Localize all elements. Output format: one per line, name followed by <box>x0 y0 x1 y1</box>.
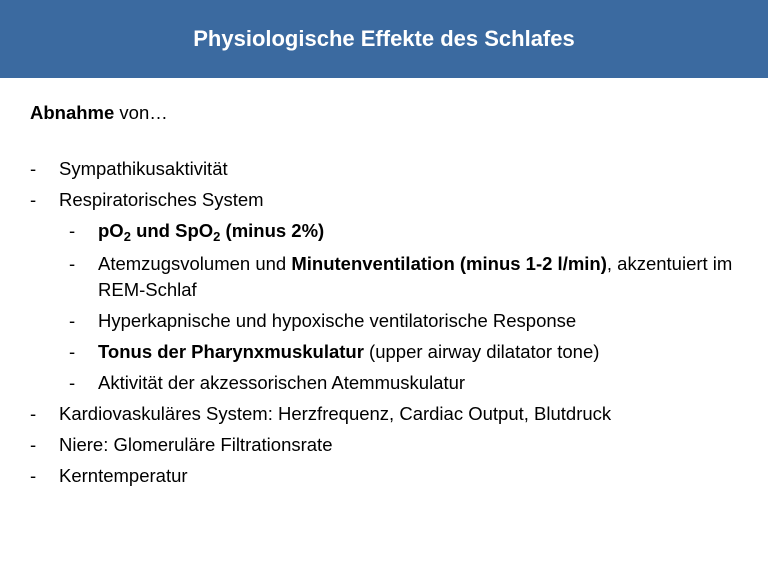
dash-bullet: - <box>69 341 76 362</box>
dash-bullet: - <box>30 434 37 455</box>
sub-item-text: Aktivität der akzessorischen Atemmuskulatur <box>98 372 466 393</box>
dash-bullet: - <box>30 158 37 179</box>
sub-item-text: $pO_2$ und SpO$_2$ (minus 2%) <box>98 220 325 244</box>
list-item <box>30 187 750 396</box>
title-bar <box>0 0 768 78</box>
item-text: Kerntemperatur <box>59 465 188 486</box>
dash-bullet: - <box>69 310 76 331</box>
sub-list-item <box>69 218 750 246</box>
list-item <box>30 156 750 182</box>
sub-item-text: Tonus der Pharynxmuskulatur (upper airway dilatator tone) <box>98 341 600 362</box>
item-text: Respiratorisches System <box>59 189 264 210</box>
main-list <box>30 156 750 489</box>
sub-list-item <box>69 251 750 303</box>
sub-item-text: Hyperkapnische und hypoxische ventilatorische Response <box>98 310 577 331</box>
slide-content <box>30 100 750 494</box>
sub-list-item <box>69 339 750 365</box>
sub-list-item <box>69 370 750 396</box>
slide-title: Physiologische Effekte des Schlafes <box>193 26 575 51</box>
dash-bullet: - <box>69 253 76 274</box>
sub-list-item <box>69 308 750 334</box>
list-item <box>30 401 750 427</box>
dash-bullet: - <box>30 403 37 424</box>
dash-bullet: - <box>69 372 76 393</box>
sub-item-text: Atemzugsvolumen und Minutenventilation (minus 1-2 l/min), akzentuiert im REM-Schlaf <box>98 253 733 300</box>
item-text: Niere: Glomeruläre Filtrationsrate <box>59 434 333 455</box>
sub-list <box>69 218 750 396</box>
list-item <box>30 463 750 489</box>
item-text: Kardiovaskuläres System: Herzfrequenz, Cardiac Output, Blutdruck <box>59 403 612 424</box>
intro-line <box>30 100 750 126</box>
item-text: Sympathikusaktivität <box>59 158 228 179</box>
intro-bold: Abnahme <box>30 102 115 123</box>
dash-bullet: - <box>30 189 37 210</box>
intro-rest: von… <box>114 102 168 123</box>
dash-bullet: - <box>30 465 37 486</box>
dash-bullet: - <box>69 220 76 241</box>
list-item <box>30 432 750 458</box>
